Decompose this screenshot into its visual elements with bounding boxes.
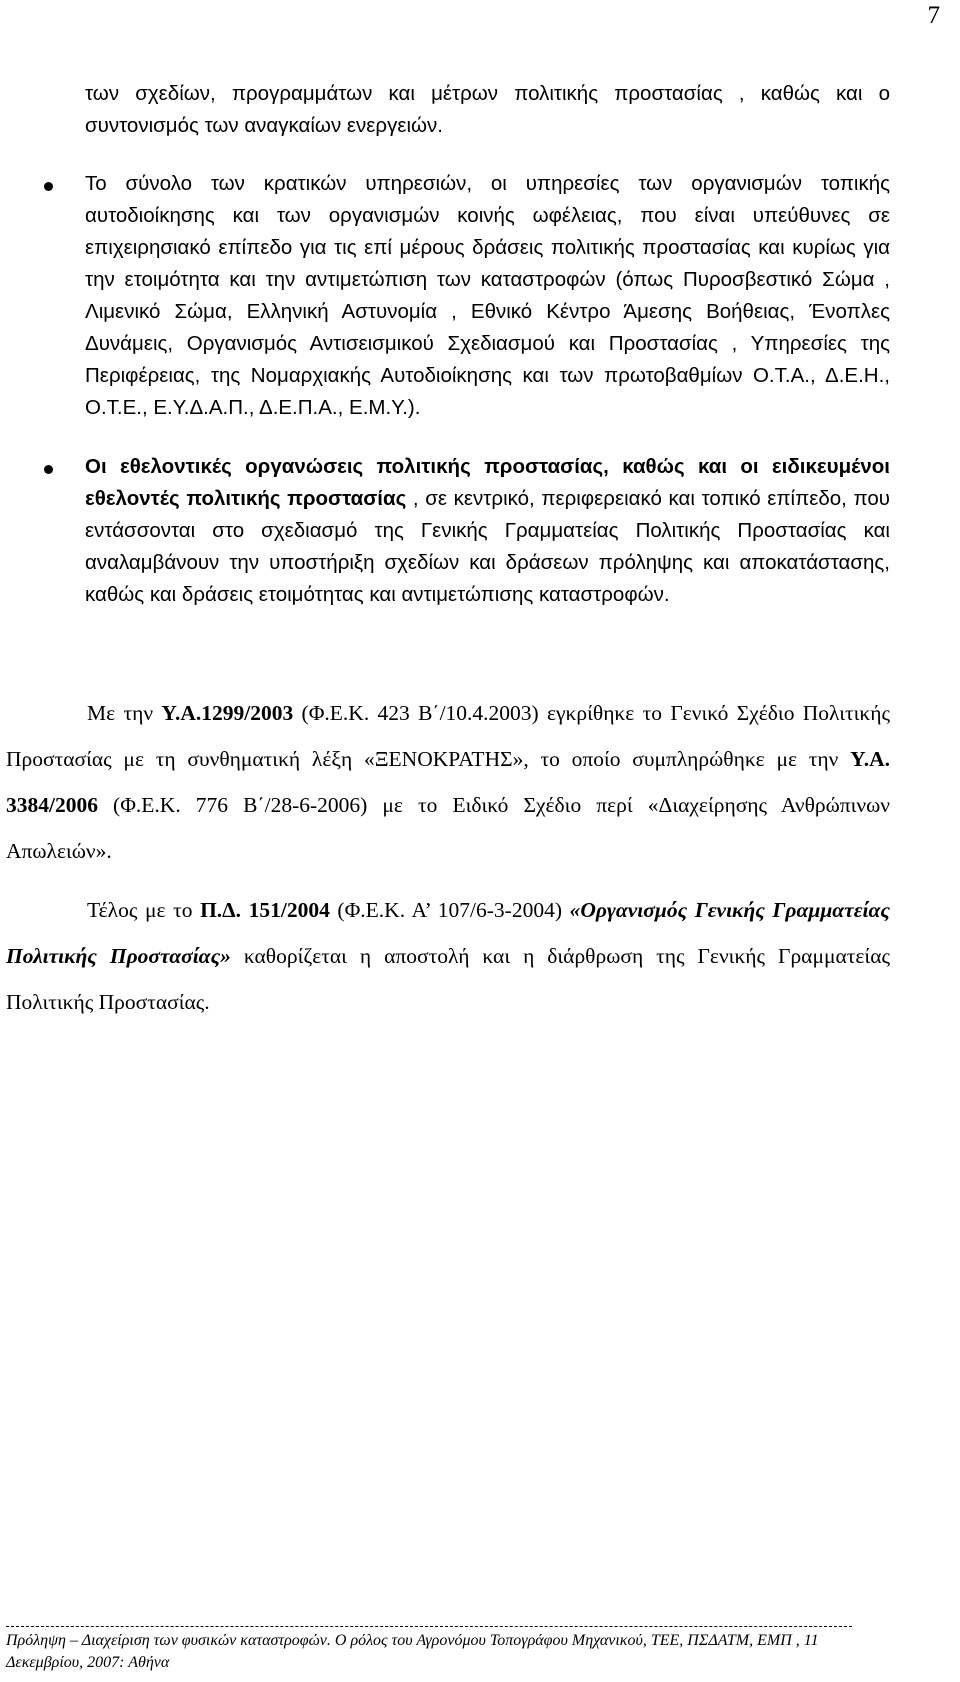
bullet-dot: [44, 182, 53, 191]
paragraph-presidential-decree: [6, 887, 890, 1025]
bullet-item-state-services: Το σύνολο των κρατικών υπηρεσιών, οι υπηρεσίες των οργανισμών τοπικής αυτοδιοίκησης και των οργανισμών κοινής ωφέλειας, που είναι υπεύθυνες σε επιχειρησιακό επίπεδο για τις επί μέρους δράσεις πολιτικής προστασίας και κυρίως για την ετοιμότητα και την αντιμετώπιση των καταστροφών (όπως Πυροσβεστικό Σώμα , Λιμενικό Σώμα, Ελληνική Αστυνομία , Εθνικό Κέντρο Άμεσης Βοήθειας, Ένοπλες Δυνάμεις, Οργανισμός Αντισεισμικού Σχεδιασμού και Προστασίας , Υπηρεσίες της Περιφέρειας, της Νομαρχιακής Αυτοδιοίκησης και των πρωτοβαθμίων Ο.Τ.Α., Δ.Ε.Η., Ο.Τ.Ε., Ε.Υ.Δ.Α.Π., Δ.Ε.Π.Α., Ε.Μ.Υ.).: [85, 172, 890, 419]
intro-paragraph: των σχεδίων, προγραμμάτων και μέτρων πολιτικής προστασίας , καθώς και ο συντονισμός των αναγκαίων ενεργειών.: [85, 82, 890, 137]
text-run: (Φ.Ε.Κ. Α’ 107/6-3-2004): [329, 898, 570, 922]
bullet-rest-text: , σε κεντρικό, περιφερειακό και τοπικό επίπεδο, που εντάσσονται στο σχεδιασμό της Γενικής Γραμματείας Πολιτικής Προστασίας και αναλαμβάνουν την υποστήριξη σχεδίων και δράσεων πρόληψης και αποκατάστασης, καθώς και δράσεις ετοιμότητας και αντιμετώπισης καταστροφών.: [85, 487, 890, 606]
bullet-item-volunteer-organizations: [85, 451, 890, 611]
decree-title: «Οργανισμός Γενικής Γραμματείας Πολιτικής Προστασίας»: [6, 898, 890, 968]
page-number: 7: [927, 2, 940, 29]
footer-divider: [6, 1626, 852, 1627]
text-run: καθορίζεται η αποστολή και η διάρθρωση της Γενικής Γραμματείας Πολιτικής Προστασίας.: [6, 944, 890, 1014]
ministerial-decision-ref: Υ.Α.1299/2003: [161, 701, 294, 725]
bullet-bold-lead: Οι εθελοντικές οργανώσεις πολιτικής προστασίας, καθώς και οι ειδικευμένοι εθελοντές πολιτικής προστασίας: [85, 455, 890, 510]
bullet-dot: [44, 465, 53, 474]
text-run: (Φ.Ε.Κ. 423 Β΄/10.4.2003) εγκρίθηκε το Γενικό Σχέδιο Πολιτικής Προστασίας με τη συνθηματική λέξη «ΞΕΝΟΚΡΑΤΗΣ», το οποίο συμπληρώθηκε με την: [6, 701, 891, 771]
text-run: (Φ.Ε.Κ. 776 Β΄/28-6-2006) με το Ειδικό Σχέδιο περί «Διαχείρησης Ανθρώπινων Απωλειών».: [6, 793, 890, 863]
paragraph-general-plan: [6, 690, 890, 874]
text-run: Με την: [87, 701, 162, 725]
decree-ref: Π.Δ. 151/2004: [200, 898, 330, 922]
footer-citation: Πρόληψη – Διαχείριση των φυσικών καταστροφών. Ο ρόλος του Αγρονόμου Τοπογράφου Μηχανικού, ΤΕΕ, ΠΣΔΑΤΜ, ΕΜΠ , 11 Δεκεμβρίου, 2007: Αθήνα: [6, 1632, 819, 1671]
ministerial-decision-ref: Υ.Α. 3384/2006: [6, 747, 890, 817]
text-run: Τέλος με το: [87, 898, 201, 922]
